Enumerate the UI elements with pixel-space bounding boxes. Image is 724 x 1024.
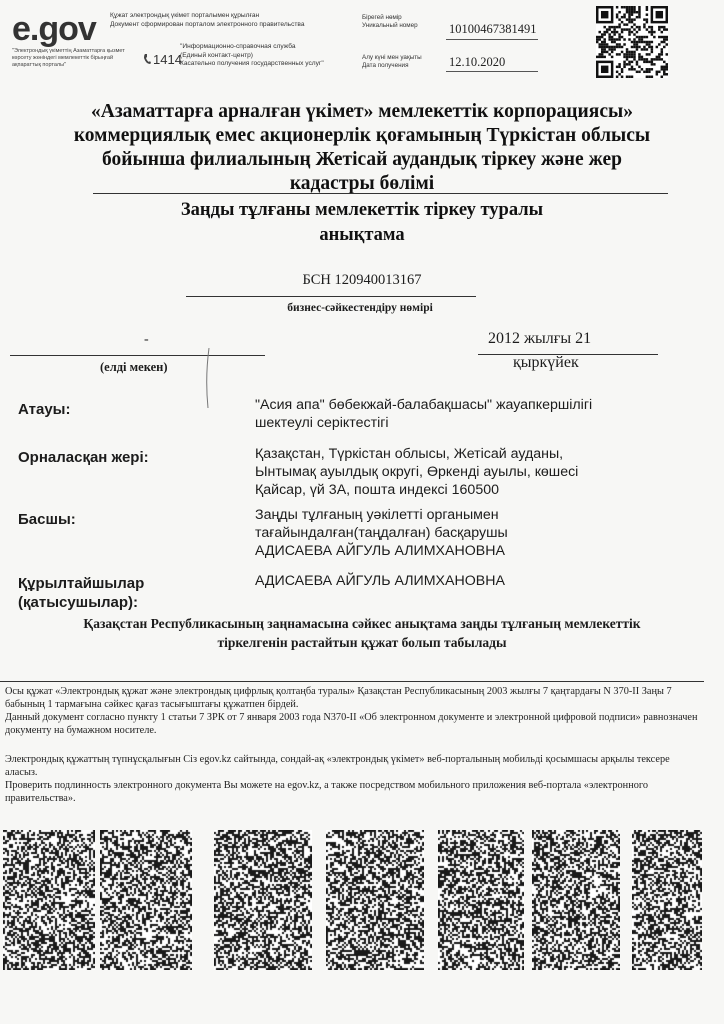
name-value-line: "Асия апа" бөбекжай-балабақшасы" жауапкершілігі — [255, 397, 593, 413]
date-underline — [446, 71, 538, 72]
head-value-line: Заңды тұлғаның уәкілетті органымен — [255, 507, 499, 523]
logo-subtitle-line: ақпараттық порталы" — [12, 62, 67, 68]
document-title-line: анықтама — [319, 225, 405, 245]
document-title — [0, 198, 724, 248]
phone-number-text: 1414 — [153, 52, 182, 67]
date-label-ru: Дата получения — [362, 62, 409, 69]
reg-number-label — [362, 14, 432, 30]
signature-barcode-4 — [326, 830, 424, 970]
legal-note-ru: Данный документ согласно пункту 1 статьи 7 ЗРК от 7 января 2003 года N370-II «Об электронном документе и электронной цифровой подписи» равнозначен документу на бумажном носителе. — [5, 712, 698, 736]
issuer-title-line: кадастры бөлімі — [289, 173, 435, 194]
reg-number-label-kk: Бірегей нөмір — [362, 14, 402, 21]
conclusion-text — [20, 614, 704, 652]
signature-barcode-5 — [438, 830, 524, 970]
issuer-title-line: бойынша филиалының Жетісай аудандық тіркеу және жер — [102, 149, 622, 170]
portal-line-kk: Құжат электрондық үкімет порталымен құрылған — [110, 12, 260, 19]
date-value: 12.10.2020 — [449, 55, 506, 69]
signature-barcode-1 — [3, 830, 95, 970]
qr-code-icon — [596, 6, 668, 78]
reg-number-underline — [446, 39, 538, 40]
contact-line: "Информационно-справочная служба — [180, 43, 296, 50]
legal-note-kk: Осы құжат «Электрондық құжат және электрондық цифрлық қолтаңба туралы» Қазақстан Республикасының 2003 жылғы 7 қаңтардағы N 370-II Заңы 7 бабының 1 тармағына сәйкес қағаз тасығыштағы құжатпен бірдей. — [5, 686, 672, 710]
title-divider — [93, 193, 668, 194]
phone-number — [143, 52, 182, 67]
bin-caption: бизнес-сәйкестендіру нөмірі — [287, 302, 433, 314]
name-value-line: шектеулі серіктестігі — [255, 415, 389, 431]
address-value — [255, 445, 695, 499]
contact-line: (Единый контакт-центр) — [180, 51, 253, 59]
date-label — [362, 54, 432, 70]
locality-caption: (елді мекен) — [100, 360, 168, 374]
address-value-line: Қазақстан, Түркістан облысы, Жетісай ауданы, — [255, 446, 564, 462]
signature-barcode-6 — [532, 830, 620, 970]
scan-mark — [205, 348, 210, 408]
head-value — [255, 506, 695, 560]
footer-divider — [0, 681, 704, 682]
head-value-line: тағайындалған(таңдалған) басқарушы — [255, 525, 508, 541]
address-value-line: Ынтымақ ауылдық округі, Өркенді ауылы, көшесі — [255, 464, 579, 480]
egov-logo: e.gov — [12, 10, 96, 48]
reg-number-value: 10100467381491 — [449, 22, 537, 36]
issuer-title-line: коммерциялық емес акционерлік қоғамының Түркістан облысы — [73, 125, 651, 146]
contact-line: Касательно получения государственных услуг" — [180, 60, 324, 67]
issuer-title-line: «Азаматтарға арналған үкімет» мемлекеттік корпорациясы» — [91, 101, 633, 122]
founders-label-line: Құрылтайшылар — [18, 575, 145, 592]
head-label: Басшы: — [18, 511, 76, 528]
address-label: Орналасқан жері: — [18, 449, 149, 466]
signature-barcode-3 — [214, 830, 312, 970]
reg-number-label-ru: Уникальный номер — [362, 22, 418, 29]
portal-line-ru: Документ сформирован порталом электронного правительства — [110, 20, 305, 28]
conclusion-line: тіркелгенін растайтын құжат болып табылады — [217, 635, 507, 650]
document-title-line: Заңды тұлғаны мемлекеттік тіркеу туралы — [180, 200, 544, 220]
registration-date: 2012 жылғы 21 — [488, 330, 592, 347]
bin-underline — [186, 296, 476, 297]
issuer-title — [0, 100, 724, 196]
phone-icon — [143, 53, 151, 65]
founders-label — [18, 574, 144, 612]
locality-underline — [10, 355, 265, 356]
verify-note-kk: Электрондық құжаттың түпнұсқалығын Сіз egov.kz сайтында, сондай-ақ «электрондық үкімет» веб-порталының мобильді қосымшасы арқылы тексере аласыз. — [5, 754, 670, 778]
conclusion-line: Қазақстан Республикасының заңнамасына сәйкес анықтама заңды тұлғаның мемлекеттік — [83, 616, 641, 631]
logo-subtitle-line: "Электрондық үкіметтің Азаматтарға қызмет көрсету жөніндегі мемлекеттік бірыңғай — [12, 48, 125, 61]
bin-number: БСН 120940013167 — [302, 272, 422, 288]
locality-value: - — [144, 332, 149, 347]
name-label: Атауы: — [18, 401, 71, 418]
head-name: АДИСАЕВА АЙГУЛЬ АЛИМХАНОВНА — [255, 543, 505, 559]
registration-month: қыркүйек — [513, 354, 579, 371]
signature-barcode-2 — [100, 830, 192, 970]
verify-note-ru: Проверить подлинность электронного документа Вы можете на egov.kz, а также посредством мобильного приложения веб-портала «электронного правительства». — [5, 780, 648, 804]
name-value — [255, 396, 695, 432]
founders-value: АДИСАЕВА АЙГУЛЬ АЛИМХАНОВНА — [255, 573, 505, 589]
date-label-kk: Алу күні мен уақыты — [362, 54, 422, 61]
address-value-line: Қайсар, үй 3А, пошта индексі 160500 — [255, 482, 499, 498]
signature-barcode-7 — [632, 830, 702, 970]
founders-label-line: (қатысушылар): — [18, 594, 139, 611]
